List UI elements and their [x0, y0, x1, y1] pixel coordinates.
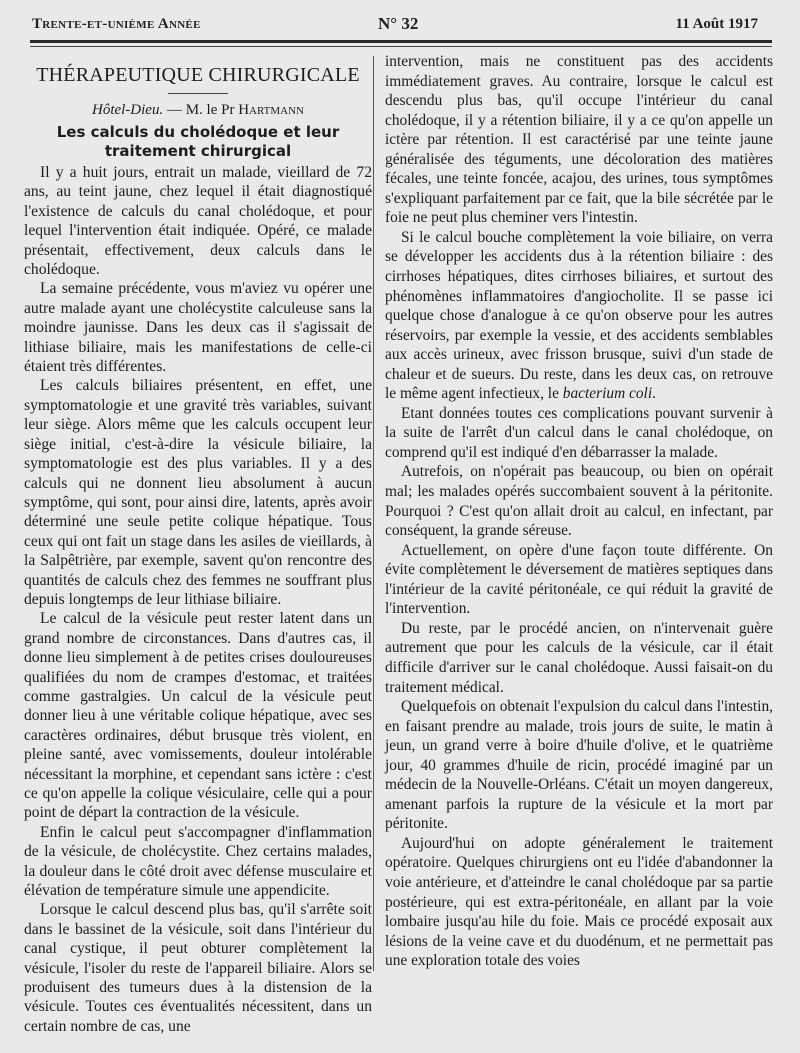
volume-year: Trente-et-unième Année [32, 16, 201, 32]
italic-term: bacterium coli [562, 385, 653, 403]
paragraph: Du reste, par le procédé ancien, on n'intervenait guère autrement que pour les calculs de la vésicule, car il était difficile d'arriver sur le canal cholédoque. Aussi faisait-on du traitement médical. [385, 619, 773, 696]
header-rule-thick [30, 40, 772, 43]
paragraph: La semaine précédente, vous m'aviez vu opérer une autre malade ayant une cholécystite calculeuse sans la moindre jaunisse. Dans les deux cas il s'agissait de lithiase biliaire, mais les manifestations de celle-ci étaient très différentes. [24, 280, 372, 376]
paragraph: Il y a huit jours, entrait un malade, vieillard de 72 ans, au teint jaune, chez lequel il était diagnostiqué l'existence de calculs du canal cholédoque, et pour lequel l'intervention était indiquée. Opéré, ce malade présentait, effectivement, deux calculs dans le cholédoque. [24, 164, 372, 279]
column-divider [373, 56, 374, 971]
left-column [24, 58, 372, 1036]
right-column [385, 52, 773, 971]
paragraph [385, 228, 773, 404]
article-title: Les calculs du cholédoque et leur traitement chirurgical [56, 123, 340, 160]
byline-separator: — M. le Pr [163, 102, 239, 118]
paragraph-end: . [652, 385, 656, 403]
paragraph-continuation: intervention, mais ne constituent pas des accidents immédiatement graves. Au contraire, lorsque le calcul est descendu plus bas, qu'il occupe l'intérieur du canal cholédoque, il y a rétention biliaire, il y a ce qu'on appelle un ictère par rétention. Il est caractérisé par une teinte jaune généralisée des téguments, une décoloration des matières fécales, une teinte foncée, acajou, des urines, tous symptômes s'expliquant parfaitement par ce fait, que la bile sécrétée par le foie ne peut plus cheminer vers l'intestin. [385, 53, 773, 227]
paragraph: Aujourd'hui on adopte généralement le traitement opératoire. Quelques chirurgiens ont eu l'idée d'abandonner la voie antérieure, et d'atteindre le canal cholédoque par sa partie postérieure, qui est extra-péritonéale, en allant par la voie lombaire jusqu'au hile du foie. Mais ce procédé exposait aux lésions de la veine cave et du duodénum, et ne permettait pas une exploration totale des voies [385, 834, 773, 970]
section-title: THÉRAPEUTIQUE CHIRURGICALE [36, 64, 360, 86]
paragraph-text: Si le calcul bouche complètement la voie biliaire, on verra se développer les accidents dus à la rétention biliaire : des cirrhoses hépatiques, dites cirrhoses biliaires, et surtout des phénomènes inflammatoires d'angiocholite. Il se passe ici quelque chose d'analogue à ce qu'on observe pour les autres réservoirs, par exemple la vessie, et des accidents semblables aux accès urineux, avec frisson brusque, suivi d'un stade de chaleur et de sueurs. Du reste, dans les deux cas, on retrouve le même agent infectieux, le [385, 228, 773, 403]
issue-number: N° 32 [378, 14, 419, 33]
issue-date: 11 Août 1917 [675, 16, 758, 32]
paragraph: Enfin le calcul peut s'accompagner d'inflammation de la vésicule, de cholécystite. Chez certains malades, la douleur dans le côté droit avec défense musculaire et élévation de température simule une appendicite. [24, 823, 372, 900]
byline-place: Hôtel-Dieu. [91, 102, 164, 118]
byline [24, 102, 372, 119]
paragraph: Le calcul de la vésicule peut rester latent dans un grand nombre de circonstances. Dans d'autres cas, il donne lieu simplement à de petites crises douloureuses qualifiées du nom de crampes d'estomac, et traitées comme gastralgies. Un calcul de la vésicule peut donner lieu à une véritable colique hépatique, avec ses caractères ordinaires, début brusque très violent, en pleine santé, avec vomissements, douleur intolérable nécessitant la morphine, et cependant sans ictère : c'est ce qu'on appelle la colique vésiculaire, celle qui a pour point de départ la contraction de la vésicule. [24, 610, 372, 822]
paragraph: Lorsque le calcul descend plus bas, qu'il s'arrête soit dans le bassinet de la vésicule, soit dans l'intérieur du canal cystique, il peut obturer complètement la vésicule, l'isoler du reste de l'appareil biliaire. Alors se produisent des tumeurs dues à la distension de la vésicule. Toutes ces éventualités nécessitent, dans un certain nombre de cas, une [24, 901, 372, 1035]
paragraph: Etant données toutes ces complications pouvant survenir à la suite de l'arrêt d'un calcul dans le canal cholédoque, on comprend qu'il est indiqué d'en débarrasser la malade. [385, 404, 773, 461]
running-head [28, 14, 772, 36]
byline-author: Hartmann [238, 102, 305, 118]
paragraph: Les calculs biliaires présentent, en effet, une symptomatologie et une gravité très variables, suivant leur siège. Alors même que les calculs occupent leur siège initial, c'est-à-dire la vésicule biliaire, la symptomatologie est des plus variables. Il y a des calculs qui ne donnent lieu absolument à aucun symptôme, qui sont, pour ainsi dire, latents, après avoir déterminé une seule petite colique hépatique. Tous ceux qui ont fait un stage dans les asiles de vieillards, à la Salpêtrière, par exemple, savent qu'on rencontre des quantités de calculs chez des femmes ne souffrant plus depuis longtemps de leur lithiase biliaire. [24, 377, 372, 608]
title-rule [168, 93, 228, 94]
paragraph: Autrefois, on n'opérait pas beaucoup, ou bien on opérait mal; les malades opérés succombaient souvent à la péritonite. Pourquoi ? C'est qu'on allait droit au calcul, en infectant, par conséquent, la grande séreuse. [385, 463, 773, 540]
header-rule-thin [30, 46, 772, 47]
paragraph: Actuellement, on opère d'une façon toute différente. On évite complètement le déversement de matières septiques dans l'intérieur de la cavité péritonéale, ce qui réduit la gravité de l'intervention. [385, 541, 773, 618]
paragraph: Quelquefois on obtenait l'expulsion du calcul dans l'intestin, en faisant prendre au malade, trois jours de suite, le matin à jeun, un grand verre à boire d'huile d'olive, et le quatrième jour, 40 grammes d'huile de ricin, procédé imaginé par un médecin de la Nouvelle-Orléans. C'était un moyen dangereux, amenant parfois la rupture de la vésicule et la mort par péritonite. [385, 698, 773, 833]
